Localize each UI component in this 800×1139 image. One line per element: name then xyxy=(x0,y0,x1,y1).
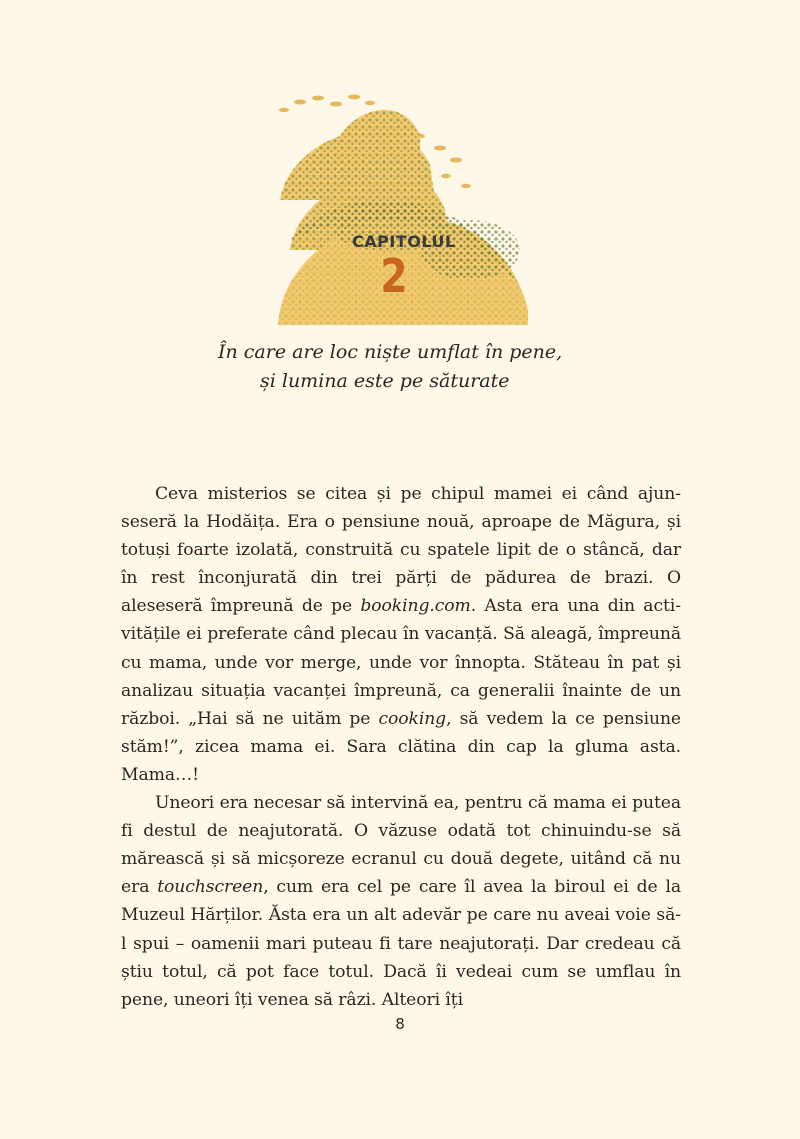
chapter-subtitle-line1: În care are loc niște umflat în pene, xyxy=(218,341,563,363)
p1-text-b: . Asta era una din activitățile ei preferate când plecau în vacanță. Să aleagă, împreună cu mama, unde vor merge, unde vor înnopta. Stăteau în pat și analizau situația vacanței împreună, ca generalii înainte de un război. „Hai să ne uităm pe xyxy=(121,596,681,729)
p1-emphasis-cooking: cooking xyxy=(378,708,447,729)
chapter-subtitle-line2: și lumina este pe săturate xyxy=(260,370,510,392)
p1-emphasis-booking: booking.com xyxy=(360,596,471,617)
chapter-subtitle xyxy=(0,338,800,396)
p1-text-a: Ceva misterios se citea și pe chipul mamei ei când ajunseseră la Hodăița. Era o pensiune nouă, aproape de Măgura, și totuși foarte izolată, construită cu spatele lipit de o stâncă, dar în rest înconjurată din trei părți de pădurea de brazi. O aleseseră împreună de pe xyxy=(121,484,681,617)
p2-text-b: , cum era cel pe care îl avea la biroul ei de la Muzeul Hărților. Ăsta era un alt adevăr pe care nu aveai voie să-l spui – oamenii mari puteau fi tare neajutorați. Dar credeau că știu totul, că pot face totul. Dacă îi vedeai cum se umflau în pene, uneori îți venea să râzi. Alteori îți xyxy=(121,877,681,1010)
p2-emphasis-touchscreen: touchscreen xyxy=(157,877,264,898)
paragraph-1 xyxy=(121,480,681,789)
chapter-number: 2 xyxy=(380,249,408,303)
p1-text-c: , să vedem la ce pensiune stăm!”, zicea mama ei. Sara clătina din cap la gluma asta. Mama…! xyxy=(121,708,681,785)
chapter-emblem xyxy=(270,90,540,330)
p2-text-a: Uneori era necesar să intervină ea, pentru că mama ei putea fi destul de neajutorată. O văzuse odată tot chinuindu-se să mărească și să micșoreze ecranul cu două degete, uitând că nu era xyxy=(121,793,681,898)
page-number: 8 xyxy=(395,1015,405,1033)
chapter-body xyxy=(121,480,681,1014)
chapter-label: CAPITOLUL xyxy=(352,232,456,251)
paragraph-2 xyxy=(121,789,681,1014)
